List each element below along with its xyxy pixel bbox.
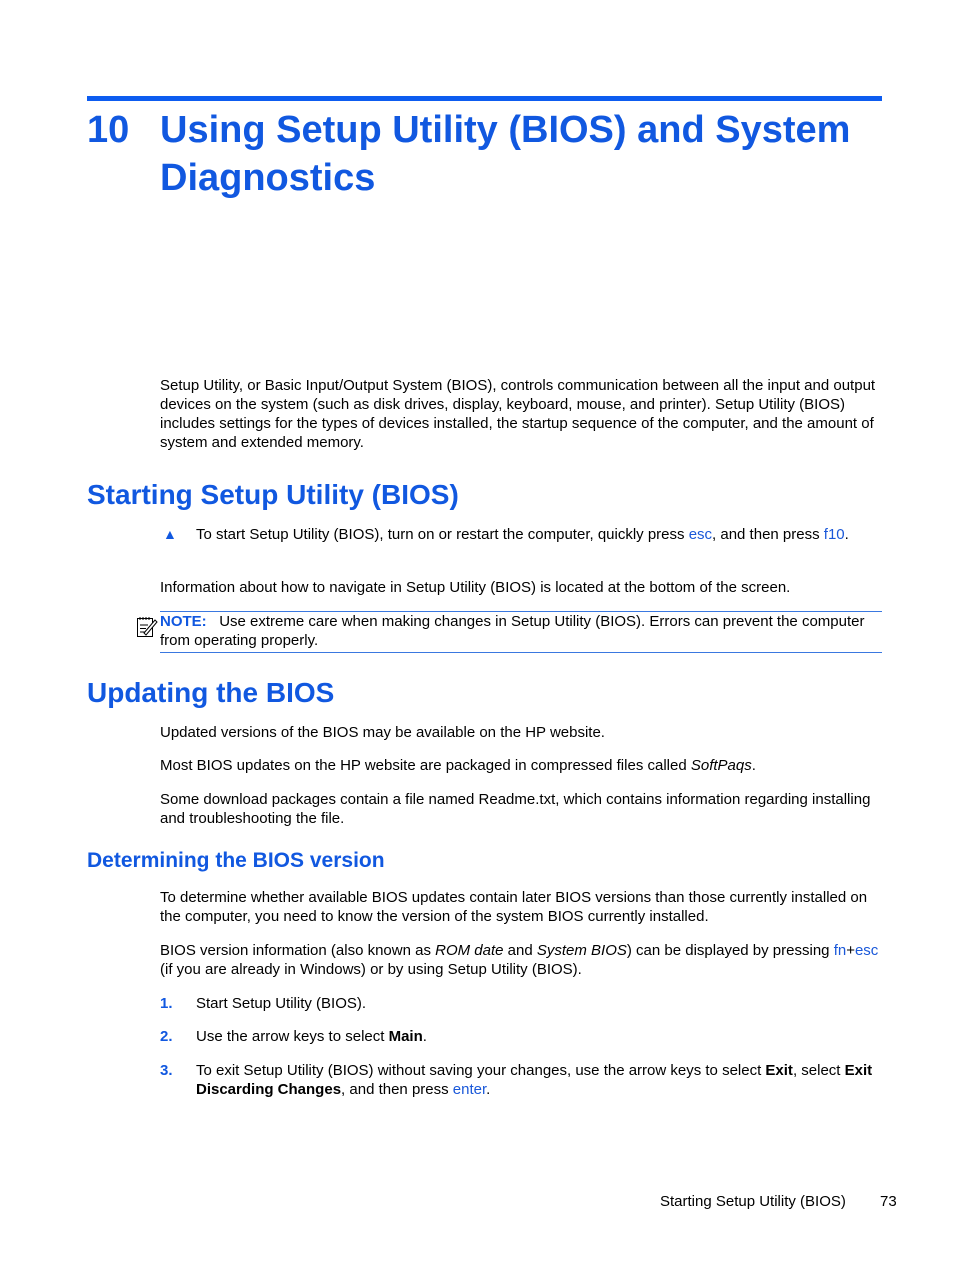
key-enter: enter [452, 1081, 487, 1098]
start-instruction-end: . [844, 526, 849, 543]
step-3-end: . [486, 1081, 491, 1098]
updating-paragraph-2 [160, 756, 882, 775]
footer-section-title: Starting Setup Utility (BIOS) [660, 1193, 846, 1210]
determining-paragraph-1: To determine whether available BIOS updates contain later BIOS versions than those currently installed on the computer, you need to know the version of the system BIOS currently installed. [160, 889, 868, 925]
key-esc: esc [688, 526, 713, 543]
heading-starting-setup: Starting Setup Utility (BIOS) [87, 479, 459, 510]
note-body: Use extreme care when making changes in Setup Utility (BIOS). Errors can prevent the computer from operating properly. [160, 613, 865, 649]
step-3-text [196, 1061, 882, 1099]
updating-paragraph-3: Some download packages contain a file named Readme.txt, which contains information regarding installing and troubleshooting the file. [160, 791, 871, 827]
footer-page-number: 73 [880, 1193, 897, 1210]
note-text [160, 612, 882, 650]
triangle-bullet-icon: ▲ [163, 526, 177, 542]
chapter-title: Using Setup Utility (BIOS) and System Diagnostics [160, 109, 851, 199]
step-2-end: . [422, 1028, 427, 1045]
key-fn: fn [833, 942, 847, 959]
step-1-number: 1. [160, 995, 173, 1012]
step-3-pre: To exit Setup Utility (BIOS) without saving your changes, use the arrow keys to select [196, 1062, 766, 1079]
step-3-mid1: , select [792, 1062, 845, 1079]
start-instruction [196, 525, 882, 544]
system-bios-term: System BIOS [536, 942, 627, 959]
step-3-mid2: , and then press [341, 1081, 453, 1098]
step-3-number: 3. [160, 1062, 173, 1079]
updating-p2-end: . [751, 757, 756, 774]
det-p2-plus: + [846, 942, 855, 959]
updating-paragraph-1: Updated versions of the BIOS may be available on the HP website. [160, 724, 605, 741]
det-p2-a: BIOS version information (also known as [160, 942, 436, 959]
determining-paragraph-2 [160, 941, 882, 979]
step-2-pre: Use the arrow keys to select [196, 1028, 389, 1045]
key-f10: f10 [823, 526, 845, 543]
start-instruction-mid: , and then press [712, 526, 824, 543]
start-instruction-text: To start Setup Utility (BIOS), turn on or restart the computer, quickly press [196, 526, 689, 543]
softpaqs-term: SoftPaqs [690, 757, 752, 774]
det-p2-c: ) can be displayed by pressing [626, 942, 834, 959]
det-p2-d: (if you are already in Windows) or by using Setup Utility (BIOS). [160, 961, 582, 978]
heading-determining-version: Determining the BIOS version [87, 849, 385, 872]
navigation-info: Information about how to navigate in Setup Utility (BIOS) is located at the bottom of the screen. [160, 579, 791, 596]
intro-paragraph: Setup Utility, or Basic Input/Output System (BIOS), controls communication between all the input and output devices on the system (such as disk drives, display, keyboard, mouse, and printer). Setup Utility (BIOS) includes settings for the types of devices installed, the startup sequence of the computer, and the amount of system and extended memory. [160, 377, 876, 451]
chapter-rule [87, 96, 882, 101]
note-pencil-icon [136, 614, 158, 638]
heading-updating-bios: Updating the BIOS [87, 677, 335, 708]
main-term: Main [388, 1028, 423, 1045]
note-label: NOTE: [160, 613, 207, 630]
chapter-number: 10 [87, 109, 130, 151]
step-2-text [196, 1027, 882, 1046]
step-2-number: 2. [160, 1028, 173, 1045]
exit-discarding-term: Exit Discarding Changes [196, 1062, 873, 1098]
rom-date-term: ROM date [435, 942, 504, 959]
key-esc-2: esc [854, 942, 879, 959]
det-p2-b: and [503, 942, 537, 959]
step-1-text: Start Setup Utility (BIOS). [196, 995, 367, 1012]
updating-p2-text: Most BIOS updates on the HP website are packaged in compressed files called [160, 757, 691, 774]
exit-term: Exit [765, 1062, 793, 1079]
